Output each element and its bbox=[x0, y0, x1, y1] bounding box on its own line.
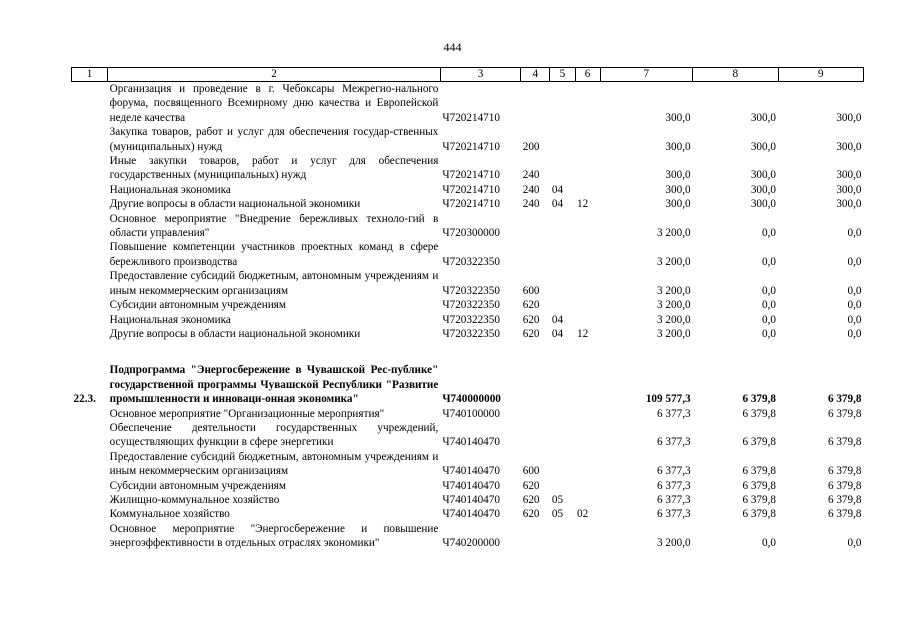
table-row bbox=[72, 327, 864, 341]
expense-type-code: 620 bbox=[522, 313, 540, 326]
expense-type-code bbox=[521, 240, 550, 269]
expense-type-code: 600 bbox=[522, 284, 540, 297]
amount-col-9: 300,0 bbox=[836, 169, 862, 182]
target-article-code: Ч720322350 bbox=[442, 284, 500, 297]
item-name: Субсидии автономным учреждениям bbox=[109, 479, 286, 492]
row-number bbox=[72, 197, 108, 211]
target-article-code: Ч720214710 bbox=[442, 169, 500, 182]
row-number bbox=[72, 421, 108, 450]
expense-type-code: 240 bbox=[522, 183, 540, 196]
target-article-code: Ч720300000 bbox=[442, 227, 500, 240]
subsection-code bbox=[575, 522, 600, 551]
target-article-code: Ч740100000 bbox=[442, 407, 500, 420]
item-name: Другие вопросы в области национальной экономики bbox=[109, 198, 361, 211]
column-header: 2 bbox=[108, 68, 441, 82]
amount-col-9: 6 379,8 bbox=[827, 393, 862, 406]
item-name: Предоставление субсидий бюджетным, автономным учреждениям и иным некоммерческим организациям bbox=[109, 270, 439, 297]
row-number bbox=[72, 154, 108, 183]
item-name: Подпрограмма "Энергосбережение в Чувашской Рес-публике" государственной программы Чувашской Республики "Развитие промышленности и инноваци-онная экономика" bbox=[109, 364, 439, 406]
section-code bbox=[550, 450, 575, 479]
table-row bbox=[72, 507, 864, 521]
row-number bbox=[72, 125, 108, 154]
amount-col-8: 300,0 bbox=[750, 140, 776, 153]
subsection-code: 12 bbox=[577, 327, 589, 340]
target-article-code: Ч720322350 bbox=[442, 255, 500, 268]
amount-col-7: 300,0 bbox=[665, 198, 691, 211]
budget-table bbox=[71, 67, 864, 551]
target-article-code: Ч720214710 bbox=[442, 111, 500, 124]
item-name: Основное мероприятие "Энергосбережение и повышение энергоэффективности в отдельных отраслях экономики" bbox=[109, 522, 439, 550]
section-code bbox=[550, 363, 575, 406]
amount-col-7: 6 377,3 bbox=[657, 436, 691, 449]
target-article-code: Ч720322350 bbox=[442, 313, 500, 326]
item-name: Другие вопросы в области национальной экономики bbox=[109, 327, 361, 340]
row-number bbox=[72, 479, 108, 493]
subsection-code bbox=[575, 298, 600, 312]
row-number bbox=[72, 298, 108, 312]
expense-type-code bbox=[521, 421, 550, 450]
subsection-code bbox=[575, 493, 600, 507]
page-number: 444 bbox=[443, 40, 462, 54]
amount-col-8: 0,0 bbox=[762, 313, 776, 326]
table-row bbox=[72, 421, 864, 450]
amount-col-9: 6 379,8 bbox=[827, 493, 862, 506]
amount-col-8: 6 379,8 bbox=[742, 436, 776, 449]
amount-col-9: 0,0 bbox=[847, 327, 862, 340]
column-header: 8 bbox=[693, 68, 778, 82]
section-code bbox=[550, 479, 575, 493]
row-number bbox=[72, 183, 108, 197]
row-number bbox=[72, 327, 108, 341]
amount-col-8: 0,0 bbox=[762, 327, 776, 340]
amount-col-8: 0,0 bbox=[762, 227, 776, 240]
column-header: 5 bbox=[550, 68, 575, 82]
table-row bbox=[72, 407, 864, 421]
row-number bbox=[72, 407, 108, 421]
amount-col-8: 6 379,8 bbox=[742, 393, 776, 406]
amount-col-7: 3 200,0 bbox=[657, 327, 691, 340]
amount-col-9: 0,0 bbox=[847, 313, 862, 326]
item-name: Национальная экономика bbox=[109, 183, 231, 196]
amount-col-7: 6 377,3 bbox=[657, 465, 691, 478]
amount-col-8: 6 379,8 bbox=[742, 479, 776, 492]
subsection-code bbox=[575, 313, 600, 327]
target-article-code: Ч740200000 bbox=[442, 537, 500, 550]
amount-col-7: 3 200,0 bbox=[657, 299, 691, 312]
amount-col-7: 300,0 bbox=[665, 183, 691, 196]
subsection-code bbox=[575, 269, 600, 298]
row-number bbox=[72, 82, 108, 126]
column-header: 6 bbox=[575, 68, 600, 82]
section-code bbox=[550, 154, 575, 183]
expense-type-code: 620 bbox=[522, 479, 540, 492]
amount-col-7: 6 377,3 bbox=[657, 407, 691, 420]
amount-col-8: 0,0 bbox=[762, 537, 776, 550]
expense-type-code: 240 bbox=[522, 169, 540, 182]
amount-col-7: 300,0 bbox=[665, 140, 691, 153]
column-header: 9 bbox=[778, 68, 864, 82]
item-name: Основное мероприятие "Организационные мероприятия" bbox=[109, 407, 385, 420]
table-row bbox=[72, 154, 864, 183]
target-article-code: Ч740140470 bbox=[442, 479, 500, 492]
table-row bbox=[72, 269, 864, 298]
amount-col-8: 6 379,8 bbox=[742, 493, 776, 506]
amount-col-9: 6 379,8 bbox=[827, 436, 862, 449]
section-code: 04 bbox=[551, 313, 564, 326]
amount-col-7: 300,0 bbox=[665, 111, 691, 124]
amount-col-8: 300,0 bbox=[750, 111, 776, 124]
item-name: Закупка товаров, работ и услуг для обеспечения государ-ственных (муниципальных) нужд bbox=[109, 126, 439, 153]
item-name: Иные закупки товаров, работ и услуг для обеспечения государственных (муниципальных) нужд bbox=[109, 155, 439, 182]
amount-col-7: 3 200,0 bbox=[657, 255, 691, 268]
section-code: 04 bbox=[551, 327, 564, 340]
subsection-code bbox=[575, 407, 600, 421]
target-article-code: Ч740140470 bbox=[442, 465, 500, 478]
expense-type-code bbox=[521, 212, 550, 241]
amount-col-9: 300,0 bbox=[836, 111, 862, 124]
amount-col-9: 0,0 bbox=[847, 537, 862, 550]
amount-col-8: 300,0 bbox=[750, 169, 776, 182]
item-name: Основное мероприятие "Внедрение бережливых техноло-гий в области управления" bbox=[109, 212, 439, 240]
amount-col-7: 3 200,0 bbox=[657, 227, 691, 240]
expense-type-code: 600 bbox=[522, 465, 540, 478]
section-code bbox=[550, 407, 575, 421]
target-article-code: Ч740140470 bbox=[442, 436, 500, 449]
section-code bbox=[550, 522, 575, 551]
section-code bbox=[550, 269, 575, 298]
item-name: Жилищно-коммунальное хозяйство bbox=[109, 493, 280, 506]
table-row bbox=[72, 450, 864, 479]
item-name: Обеспечение деятельности государственных учреждений, осуществляющих функции в сфере энергетики bbox=[109, 421, 439, 449]
subsection-code bbox=[575, 154, 600, 183]
target-article-code: Ч720214710 bbox=[442, 140, 500, 153]
column-header: 3 bbox=[440, 68, 520, 82]
row-number bbox=[72, 507, 108, 521]
expense-type-code bbox=[521, 407, 550, 421]
table-row bbox=[72, 125, 864, 154]
expense-type-code: 620 bbox=[522, 299, 540, 312]
section-code bbox=[550, 240, 575, 269]
amount-col-9: 6 379,8 bbox=[827, 508, 862, 521]
row-number bbox=[72, 240, 108, 269]
amount-col-8: 0,0 bbox=[762, 299, 776, 312]
amount-col-7: 300,0 bbox=[665, 169, 691, 182]
subsection-code: 12 bbox=[577, 198, 589, 211]
amount-col-9: 300,0 bbox=[836, 198, 862, 211]
amount-col-8: 300,0 bbox=[750, 183, 776, 196]
item-name: Национальная экономика bbox=[109, 313, 231, 326]
table-header bbox=[72, 68, 864, 82]
row-number bbox=[72, 522, 108, 551]
table-row bbox=[72, 493, 864, 507]
row-number bbox=[72, 269, 108, 298]
amount-col-9: 0,0 bbox=[847, 284, 862, 297]
amount-col-7: 6 377,3 bbox=[657, 479, 691, 492]
subsection-code bbox=[575, 183, 600, 197]
table-body bbox=[72, 82, 864, 551]
table-row bbox=[72, 479, 864, 493]
amount-col-9: 0,0 bbox=[847, 255, 862, 268]
target-article-code: Ч720322350 bbox=[442, 299, 500, 312]
section-code: 05 bbox=[551, 508, 564, 521]
table-row bbox=[72, 313, 864, 327]
amount-col-9: 6 379,8 bbox=[827, 465, 862, 478]
table-row bbox=[72, 522, 864, 551]
target-article-code: Ч720322350 bbox=[442, 327, 500, 340]
amount-col-8: 6 379,8 bbox=[742, 508, 776, 521]
section-code: 04 bbox=[551, 183, 564, 196]
amount-col-9: 0,0 bbox=[847, 299, 862, 312]
subsection-code bbox=[575, 212, 600, 241]
column-header: 1 bbox=[72, 68, 108, 82]
row-number: 22.3. bbox=[73, 393, 96, 406]
subsection-code bbox=[575, 240, 600, 269]
amount-col-8: 6 379,8 bbox=[742, 465, 776, 478]
section-code bbox=[550, 125, 575, 154]
section-code bbox=[550, 82, 575, 126]
subsection-code bbox=[575, 82, 600, 126]
expense-type-code bbox=[521, 522, 550, 551]
amount-col-7: 109 577,3 bbox=[645, 393, 691, 406]
section-code: 05 bbox=[551, 493, 564, 506]
column-number-row bbox=[72, 68, 864, 82]
target-article-code: Ч720214710 bbox=[442, 198, 500, 211]
column-header: 7 bbox=[600, 68, 692, 82]
subsection-code: 02 bbox=[577, 508, 589, 521]
amount-col-8: 0,0 bbox=[762, 284, 776, 297]
amount-col-7: 3 200,0 bbox=[657, 284, 691, 297]
table-row bbox=[72, 82, 864, 126]
expense-type-code: 240 bbox=[522, 198, 540, 211]
amount-col-9: 6 379,8 bbox=[827, 479, 862, 492]
amount-col-7: 6 377,3 bbox=[657, 493, 691, 506]
expense-type-code: 200 bbox=[522, 140, 540, 153]
section-code: 04 bbox=[551, 198, 564, 211]
amount-col-7: 6 377,3 bbox=[657, 508, 691, 521]
target-article-code: Ч740140470 bbox=[442, 493, 500, 506]
item-name: Коммунальное хозяйство bbox=[109, 508, 230, 521]
amount-col-8: 0,0 bbox=[762, 255, 776, 268]
amount-col-8: 300,0 bbox=[750, 198, 776, 211]
row-number bbox=[72, 212, 108, 241]
amount-col-7: 3 200,0 bbox=[657, 313, 691, 326]
amount-col-9: 0,0 bbox=[847, 227, 862, 240]
item-name: Субсидии автономным учреждениям bbox=[109, 299, 286, 312]
table-row bbox=[72, 298, 864, 312]
item-name: Организация и проведение в г. Чебоксары Межрегио-нального форума, посвященного Всемирному дню качества и Европейской неделе качества bbox=[109, 83, 439, 124]
amount-col-7: 3 200,0 bbox=[657, 537, 691, 550]
expense-type-code: 620 bbox=[522, 327, 540, 340]
amount-col-8: 6 379,8 bbox=[742, 407, 776, 420]
row-number bbox=[72, 493, 108, 507]
subsection-code bbox=[575, 450, 600, 479]
table-row bbox=[72, 197, 864, 211]
subsection-code bbox=[575, 125, 600, 154]
section-spacer bbox=[72, 341, 864, 363]
expense-type-code: 620 bbox=[522, 508, 540, 521]
target-article-code: Ч720214710 bbox=[442, 183, 500, 196]
row-number bbox=[72, 450, 108, 479]
row-number bbox=[72, 313, 108, 327]
table-row bbox=[72, 183, 864, 197]
table-row bbox=[72, 363, 864, 406]
table-row bbox=[72, 212, 864, 241]
section-code bbox=[550, 212, 575, 241]
expense-type-code: 620 bbox=[522, 493, 540, 506]
amount-col-9: 300,0 bbox=[836, 140, 862, 153]
column-header: 4 bbox=[521, 68, 550, 82]
item-name: Повышение компетенции участников проектных команд в сфере бережливого производства bbox=[109, 241, 439, 268]
amount-col-9: 300,0 bbox=[836, 183, 862, 196]
subsection-code bbox=[575, 479, 600, 493]
section-code bbox=[550, 421, 575, 450]
expense-type-code bbox=[521, 363, 550, 406]
section-code bbox=[550, 298, 575, 312]
subsection-code bbox=[575, 421, 600, 450]
amount-col-9: 6 379,8 bbox=[827, 407, 862, 420]
target-article-code: Ч740140470 bbox=[442, 508, 500, 521]
subsection-code bbox=[575, 363, 600, 406]
table-row bbox=[72, 240, 864, 269]
item-name: Предоставление субсидий бюджетным, автономным учреждениям и иным некоммерческим организациям bbox=[109, 450, 439, 478]
expense-type-code bbox=[521, 82, 550, 126]
target-article-code: Ч740000000 bbox=[442, 393, 501, 406]
